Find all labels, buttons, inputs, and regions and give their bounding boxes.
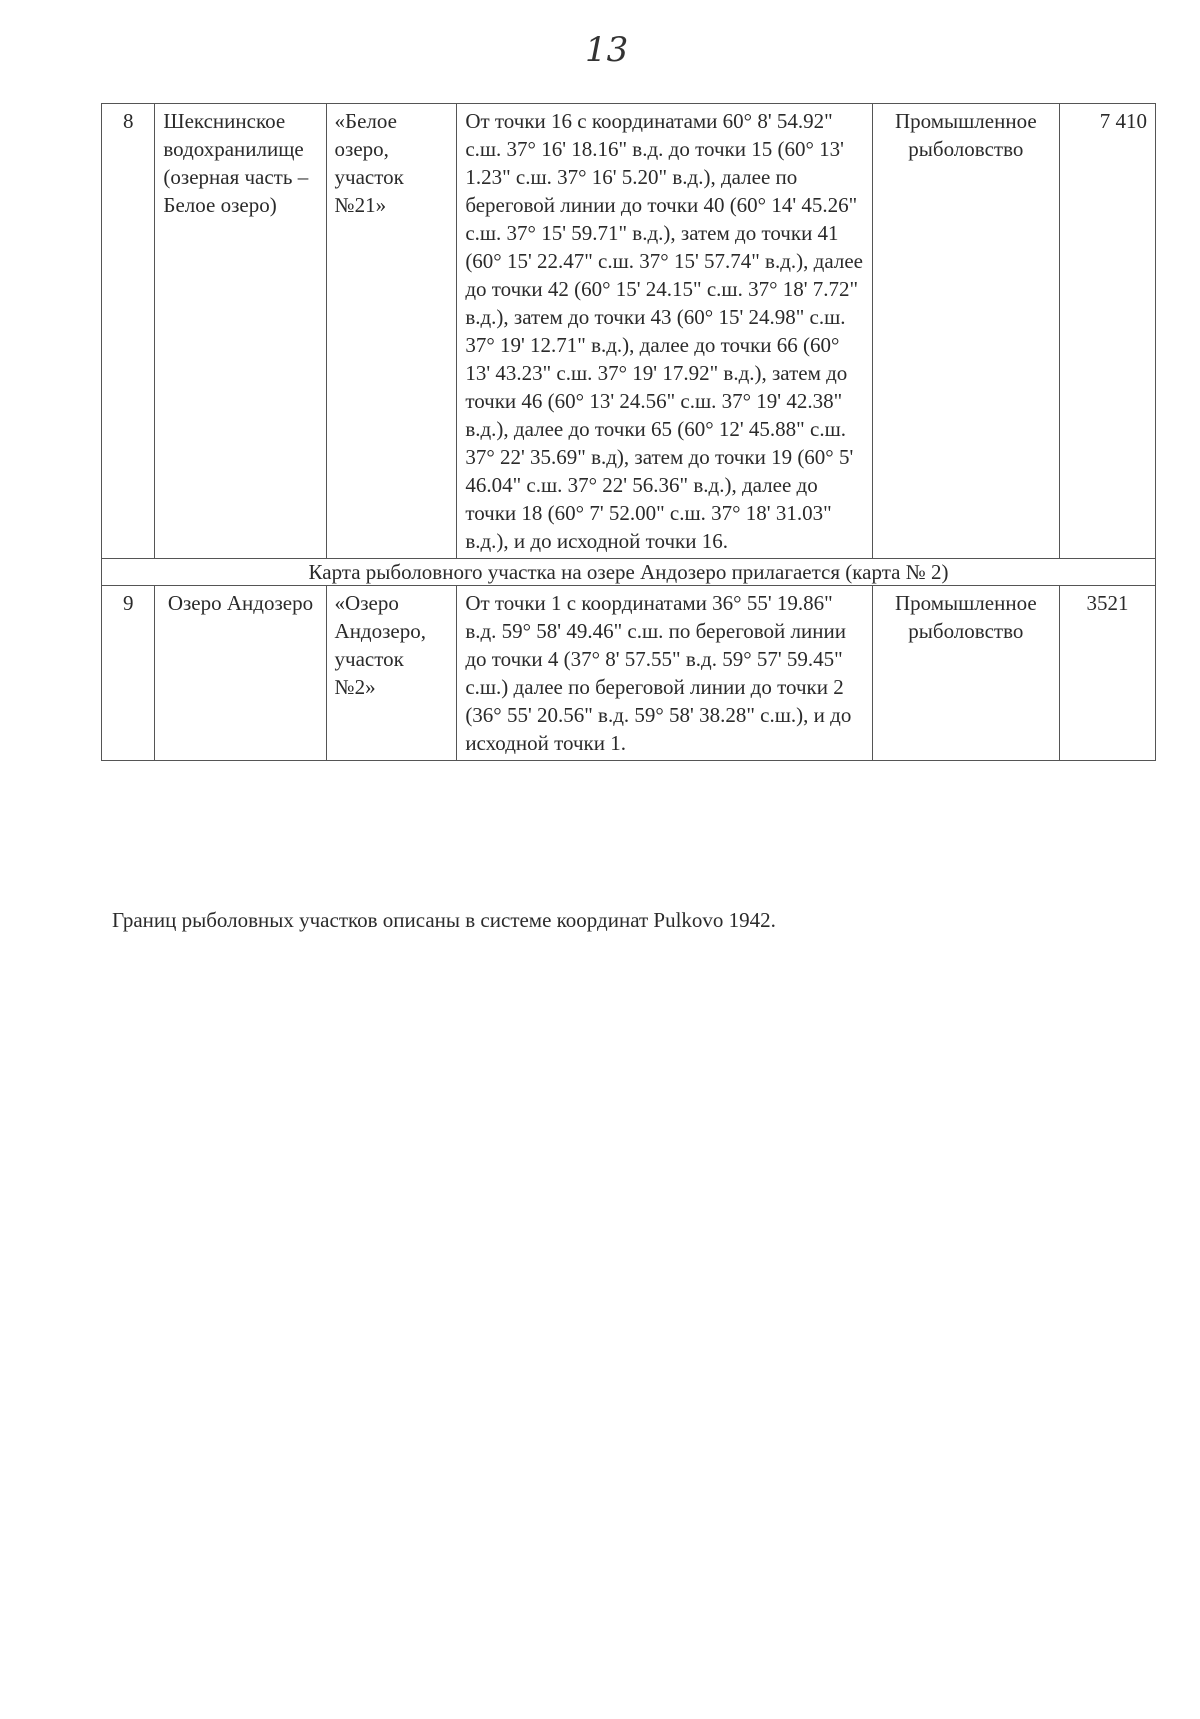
water-body-name: Шекснинское водохранилище (озерная часть – Белое озеро) [155, 104, 326, 559]
fishing-areas-table [101, 103, 1156, 761]
water-body-name: Озеро Андозеро [155, 586, 326, 761]
table-row [102, 586, 1156, 761]
boundary-description: От точки 1 с координатами 36° 55' 19.86" в.д. 59° 58' 49.46" с.ш. по береговой линии до точки 4 (37° 8' 57.55" в.д. 59° 57' 59.45" с.ш.) далее по береговой линии до точки 2 (36° 55' 20.56" в.д. 59° 58' 38.28" с.ш.), и до исходной точки 1. [457, 586, 872, 761]
area-value: 3521 [1060, 586, 1156, 761]
boundary-description: От точки 16 с координатами 60° 8' 54.92" с.ш. 37° 16' 18.16" в.д. до точки 15 (60° 13' 1.23" с.ш. 37° 16' 5.20" в.д.), далее по береговой линии до точки 40 (60° 14' 45.26" с.ш. 37° 15' 59.71" в.д.), затем до точки 41 (60° 15' 22.47" с.ш. 37° 15' 57.74" в.д.), далее до точки 42 (60° 15' 24.15" с.ш. 37° 18' 7.72" в.д.), затем до точки 43 (60° 15' 24.98" с.ш. 37° 19' 12.71" в.д.), далее до точки 66 (60° 13' 43.23" с.ш. 37° 19' 17.92" в.д.), затем до точки 46 (60° 13' 24.56" с.ш. 37° 19' 42.38" в.д.), далее до точки 65 (60° 12' 45.88" с.ш. 37° 22' 35.69" в.д), затем до точки 19 (60° 5' 46.04" с.ш. 37° 22' 56.36" в.д.), далее до точки 18 (60° 7' 52.00" с.ш. 37° 18' 31.03" в.д.), и до исходной точки 16. [457, 104, 872, 559]
coordinate-system-note: Границ рыболовных участков описаны в системе координат Pulkovo 1942. [112, 908, 776, 932]
row-number: 9 [102, 586, 155, 761]
row-number: 8 [102, 104, 155, 559]
fishing-area-name: «Озеро Андозеро, участок №2» [326, 586, 457, 761]
map-note: Карта рыболовного участка на озере Андозеро прилагается (карта № 2) [102, 559, 1156, 586]
area-value: 7 410 [1060, 104, 1156, 559]
table-row-map-note [102, 559, 1156, 586]
usage-purpose: Промышленное рыболовство [872, 104, 1059, 559]
fishing-area-name: «Белое озеро, участок №21» [326, 104, 457, 559]
page-number: 13 [585, 30, 629, 70]
usage-purpose: Промышленное рыболовство [872, 586, 1059, 761]
table-row [102, 104, 1156, 559]
